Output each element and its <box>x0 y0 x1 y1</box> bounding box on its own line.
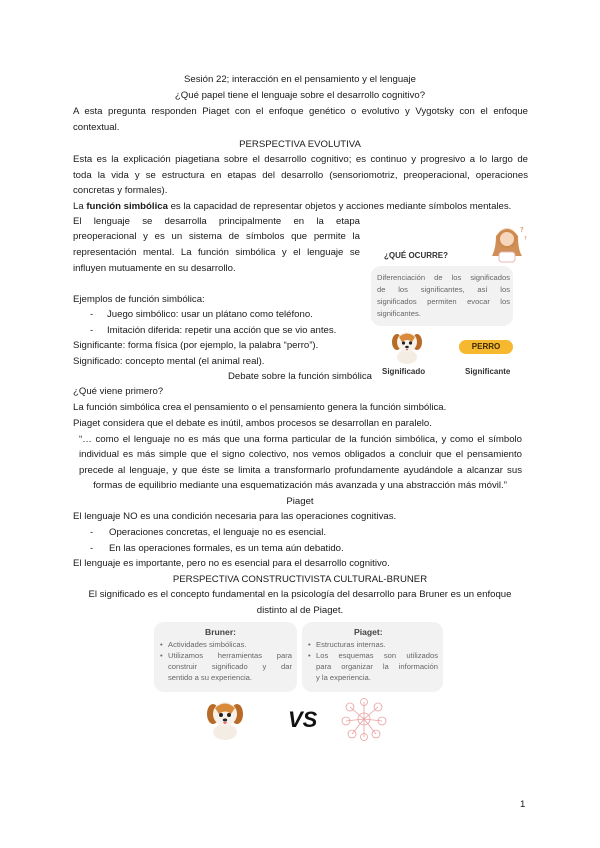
bruner-card-title: Bruner: <box>205 627 237 637</box>
lenguaje-line-3: representación mental. La función simbólica y el lenguaje se <box>73 247 360 258</box>
heading-debate: Debate sobre la función simbólica <box>228 371 372 382</box>
schema-network-illustration <box>340 697 388 741</box>
bullet-dash: - <box>90 543 94 554</box>
card-line: significantes. <box>377 309 421 318</box>
example-item: Juego simbólico: usar un plátano como teléfono. <box>107 309 313 320</box>
label-significado: Significado <box>382 367 426 376</box>
card-line: Diferenciación de los significados <box>377 273 510 282</box>
card-item: Actividades simbólicas. <box>168 640 247 649</box>
card-line: significados permiten evocar los <box>377 297 510 306</box>
bruner-line-1: El significado es el concepto fundamental en la psicología del desarrollo para Bruner es un enfoque <box>88 589 512 600</box>
bullet-dash: - <box>90 309 94 320</box>
conclusion-bullet: Operaciones concretas, el lenguaje no es esencial. <box>109 527 327 538</box>
evolutiva-line-2: toda la vida y se estructura en etapas del desarrollo (sensoriomotriz, preoperacional, operaciones <box>73 170 528 181</box>
fs-term: función simbólica <box>86 201 168 212</box>
bruner-dog-illustration <box>205 697 245 741</box>
quote-line: precede al lenguaje, y que éste se limita a transformarlo profundamente ayudándole a alcanzar sus <box>79 465 522 476</box>
card-item: sentido a su experiencia. <box>168 673 253 682</box>
fs-rest: es la capacidad de representar objetos y acciones mediante símbolos mentales. <box>167 201 512 212</box>
dog-illustration <box>390 328 424 364</box>
debate-question: ¿Qué viene primero? <box>73 386 164 397</box>
bullet-dash: - <box>90 325 94 336</box>
perro-badge-label: PERRO <box>471 342 501 351</box>
debate-line-1: La función simbólica crea el pensamiento o el pensamiento genera la función simbólica. <box>73 402 447 413</box>
label-significante: Significante <box>465 367 511 376</box>
versus-label: VS <box>288 707 318 732</box>
session-title: Sesión 22; interacción en el pensamiento y el lenguaje <box>183 74 416 85</box>
debate-line-2: Piaget considera que el debate es inútil, ambos procesos se desarrollan en paralelo. <box>73 418 432 429</box>
infographic-question: ¿QUÉ OCURRE? <box>384 251 448 260</box>
card-item: y la experiencia. <box>316 673 371 682</box>
evolutiva-line-1: Esta es la explicación piagetiana sobre el desarrollo cognitivo; es continuo y progresivo a lo largo de <box>73 154 528 165</box>
examples-title: Ejemplos de función simbólica: <box>73 294 205 305</box>
guiding-question: ¿Qué papel tiene el lenguaje sobre el desarrollo cognitivo? <box>174 90 426 101</box>
quote-line: “… como el lenguaje no es más que una forma particular de la función simbólica, y como el símbolo <box>79 434 522 445</box>
conclusion-bullet: En las operaciones formales, es un tema aún debatido. <box>109 543 344 554</box>
svg-text:?: ? <box>520 226 524 234</box>
intro-line-2: contextual. <box>73 122 120 133</box>
lenguaje-line-2: preoperacional y es un sistema de símbolos que permite la <box>73 231 360 242</box>
evolutiva-line-3: concretas y formales). <box>73 185 168 196</box>
quote-line: formas de equilibrio mediante una esquematización más avanzada y una abstracción más móvil.” <box>93 480 507 491</box>
card-item: Estructuras internas. <box>316 640 386 649</box>
conclusion-line-1: El lenguaje NO es una condición necesaria para las operaciones cognitivas. <box>73 511 397 522</box>
example-item: Imitación diferida: repetir una acción que se vio antes. <box>107 325 337 336</box>
page-number: 1 <box>520 799 526 810</box>
conclusion-line-2: El lenguaje es importante, pero no es esencial para el desarrollo cognitivo. <box>73 558 390 569</box>
heading-bruner: PERSPECTIVA CONSTRUCTIVISTA CULTURAL-BRUNER <box>172 574 428 585</box>
lenguaje-line-1: El lenguaje se desarrolla principalmente en la etapa <box>73 216 360 227</box>
piaget-card-title: Piaget: <box>354 627 383 637</box>
card-item: Utilizamos herramientas para <box>168 651 292 660</box>
bullet-dash: - <box>90 527 94 538</box>
card-bullet: • <box>308 651 311 660</box>
quote-author: Piaget <box>286 496 314 507</box>
card-item: construir significado y dar <box>168 662 292 671</box>
significado-definition: Significado: concepto mental (el animal real). <box>73 356 265 367</box>
funcion-simbolica-definition <box>73 200 511 213</box>
thinking-girl-illustration <box>482 222 530 262</box>
heading-evolutiva: PERSPECTIVA EVOLUTIVA <box>239 139 361 150</box>
card-bullet: • <box>160 651 163 660</box>
fs-prefix: La <box>73 201 87 212</box>
lenguaje-line-4: influyen mutuamente en su desarrollo. <box>73 263 236 274</box>
svg-text:?: ? <box>524 236 527 242</box>
card-item: Los esquemas son utilizados <box>316 651 438 660</box>
quote-line: individual es más simple que el signo colectivo, nos vemos obligados a concluir que el pensamiento <box>79 449 522 460</box>
intro-line-1: A esta pregunta responden Piaget con el enfoque genético o evolutivo y Vygotsky con el enfoque <box>73 106 528 117</box>
card-bullet: • <box>308 640 311 649</box>
significante-definition: Significante: forma física (por ejemplo, la palabra “perro”). <box>73 340 319 351</box>
card-bullet: • <box>160 640 163 649</box>
bruner-line-2: distinto al de Piaget. <box>256 605 344 616</box>
card-line: de los significantes, así los <box>377 285 510 294</box>
card-item: para organizar la información <box>316 662 438 671</box>
